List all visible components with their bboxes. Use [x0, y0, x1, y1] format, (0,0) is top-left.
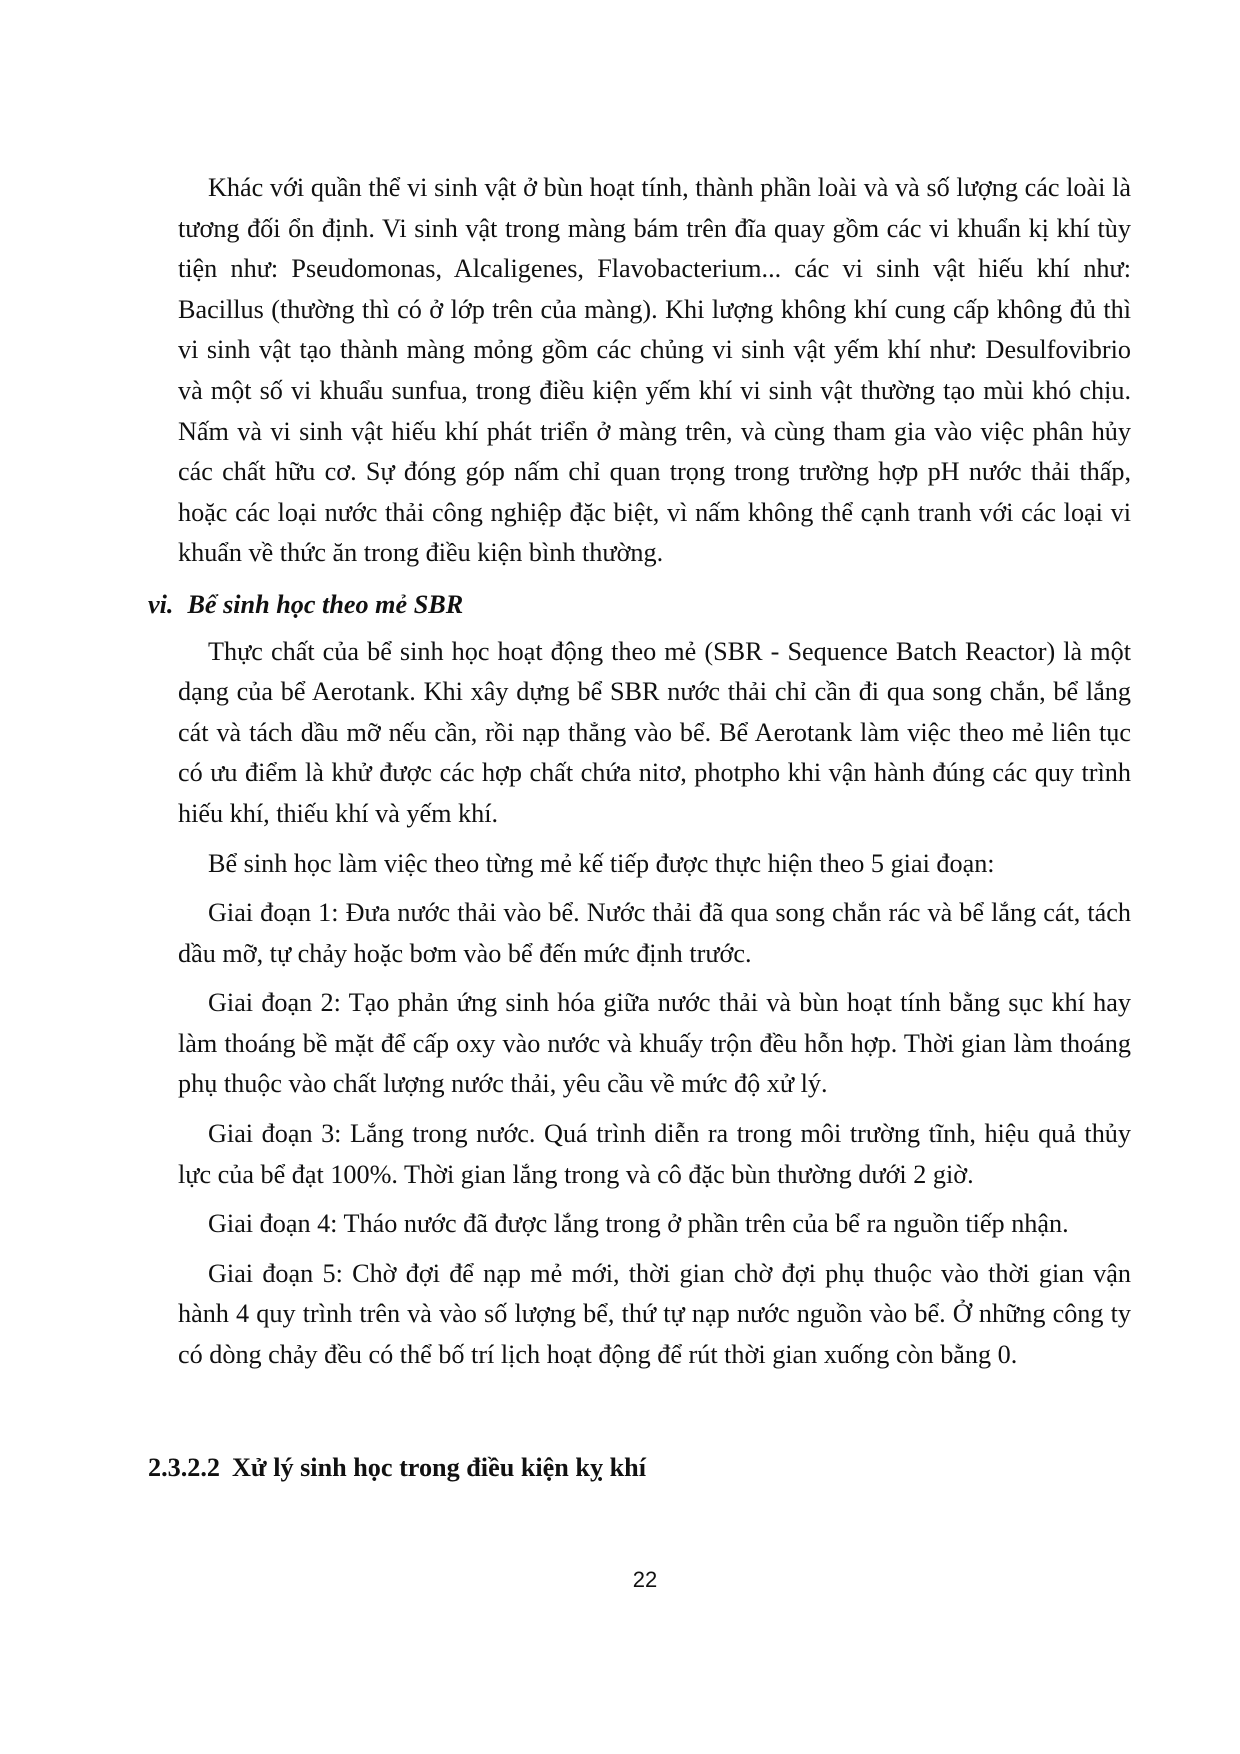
subsection-title: Bể sinh học theo mẻ SBR [187, 589, 464, 619]
paragraph-stage-5: Giai đoạn 5: Chờ đợi để nạp mẻ mới, thời gian chờ đợi phụ thuộc vào thời gian vận hành 4 quy trình trên và vào số lượng bể, thứ tự nạp nước nguồn vào bể. Ở những công ty có dòng chảy đều có thể bố trí lịch hoạt động để rút thời gian xuống còn bằng 0. [178, 1258, 1131, 1370]
section-heading-anaerobic [148, 1448, 646, 1489]
page-number: 22 [632, 1567, 658, 1592]
paragraph-sbr-intro: Thực chất của bể sinh học hoạt động theo mẻ (SBR - Sequence Batch Reactor) là một dạng của bể Aerotank. Khi xây dựng bể SBR nước thải chỉ cần đi qua song chắn, bể lắng cát và tách dầu mỡ nếu cần, rồi nạp thẳng vào bể. Bể Aerotank làm việc theo mẻ liên tục có ưu điểm là khử được các hợp chất chứa nitơ, photpho khi vận hành đúng các quy trình hiếu khí, thiếu khí và yếm khí. [178, 636, 1131, 828]
paragraph-stage-1: Giai đoạn 1: Đưa nước thải vào bể. Nước thải đã qua song chắn rác và bể lắng cát, tách dầu mỡ, tự chảy hoặc bơm vào bể đến mức định trước. [178, 898, 1131, 968]
page-body [148, 168, 1131, 1376]
section-title: Xử lý sinh học trong điều kiện kỵ khí [232, 1453, 647, 1482]
subsection-number: vi. [148, 589, 174, 619]
subsection-heading-sbr [148, 585, 1131, 626]
paragraph-microorganisms: Khác với quần thể vi sinh vật ở bùn hoạt tính, thành phần loài và và số lượng các loài là tương đối ổn định. Vi sinh vật trong màng bám trên đĩa quay gồm các vi khuẩn kị khí tùy tiện như: Pseudomonas, Alcaligenes, Flavobacterium... các vi sinh vật hiếu khí như: Bacillus (thường thì có ở lớp trên của màng). Khi lượng không khí cung cấp không đủ thì vi sinh vật tạo thành màng mỏng gồm các chủng vi sinh vật yếm khí như: Desulfovibrio và một số vi khuẩu sunfua, trong điều kiện yếm khí vi sinh vật thường tạo mùi khó chịu. Nấm và vi sinh vật hiếu khí phát triển ở màng trên, và cùng tham gia vào việc phân hủy các chất hữu cơ. Sự đóng góp nấm chỉ quan trọng trong trường hợp pH nước thải thấp, hoặc các loại nước thải công nghiệp đặc biệt, vì nấm không thể cạnh tranh với các loại vi khuẩn về thức ăn trong điều kiện bình thường. [178, 173, 1131, 568]
paragraph-stage-3: Giai đoạn 3: Lắng trong nước. Quá trình diễn ra trong môi trường tĩnh, hiệu quả thủy lực của bể đạt 100%. Thời gian lắng trong và cô đặc bùn thường dưới 2 giờ. [178, 1119, 1131, 1189]
paragraph-stage-4: Giai đoạn 4: Tháo nước đã được lắng trong ở phần trên của bể ra nguồn tiếp nhận. [208, 1209, 1069, 1239]
section-number: 2.3.2.2 [148, 1453, 221, 1482]
paragraph-stage-2: Giai đoạn 2: Tạo phản ứng sinh hóa giữa nước thải và bùn hoạt tính bằng sục khí hay làm thoáng bề mặt để cấp oxy vào nước và khuấy trộn đều hỗn hợp. Thời gian làm thoáng phụ thuộc vào chất lượng nước thải, yêu cầu về mức độ xử lý. [178, 988, 1131, 1099]
paragraph-stages-intro: Bể sinh học làm việc theo từng mẻ kế tiếp được thực hiện theo 5 giai đoạn: [208, 848, 995, 878]
